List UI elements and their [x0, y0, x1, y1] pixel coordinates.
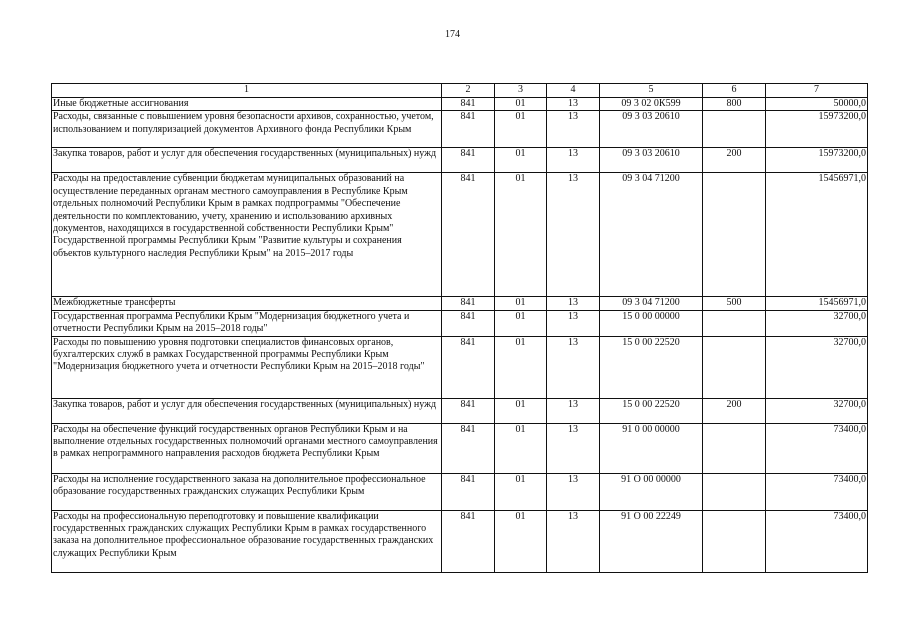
row-target-article: 09 3 03 20610	[600, 148, 703, 173]
row-section-code: 01	[495, 336, 547, 398]
row-expense-type: 200	[703, 148, 766, 173]
table-row	[52, 310, 868, 336]
row-target-article: 15 0 00 22520	[600, 398, 703, 423]
row-description: Расходы по повышению уровня подготовки специалистов финансовых органов, бухгалтерских служб в рамках Государственной программы Республики Крым "Модернизация бюджетного учета и отчетности Республики Крым на 2015–2018 годы"	[52, 336, 442, 398]
budget-table	[51, 83, 868, 573]
row-section-code: 01	[495, 473, 547, 510]
row-description: Расходы на обеспечение функций государственных органов Республики Крым и на выполнение отдельных государственных полномочий органами местного самоуправления в рамках непрограммного направления расходов бюджета Республики Крым	[52, 423, 442, 473]
row-amount: 15456971,0	[766, 297, 868, 310]
row-target-article: 09 3 02 0К599	[600, 98, 703, 111]
row-target-article: 15 0 00 00000	[600, 310, 703, 336]
row-section-code: 01	[495, 297, 547, 310]
table-header-row	[52, 84, 868, 98]
row-section-code: 01	[495, 310, 547, 336]
row-description: Закупка товаров, работ и услуг для обеспечения государственных (муниципальных) нужд	[52, 398, 442, 423]
header-col-3: 3	[495, 84, 547, 98]
row-target-article: 91 0 00 00000	[600, 423, 703, 473]
row-amount: 32700,0	[766, 398, 868, 423]
table-row	[52, 473, 868, 510]
row-expense-type	[703, 336, 766, 398]
row-expense-type: 200	[703, 398, 766, 423]
row-expense-type	[703, 111, 766, 148]
row-subsection-code: 13	[547, 148, 600, 173]
row-amount: 50000,0	[766, 98, 868, 111]
row-description: Государственная программа Республики Крым "Модернизация бюджетного учета и отчетности Республики Крым на 2015–2018 годы"	[52, 310, 442, 336]
row-ministry-code: 841	[442, 398, 495, 423]
row-ministry-code: 841	[442, 473, 495, 510]
row-expense-type	[703, 473, 766, 510]
row-subsection-code: 13	[547, 173, 600, 297]
table-row	[52, 423, 868, 473]
row-ministry-code: 841	[442, 111, 495, 148]
row-section-code: 01	[495, 148, 547, 173]
row-amount: 73400,0	[766, 473, 868, 510]
row-section-code: 01	[495, 173, 547, 297]
row-ministry-code: 841	[442, 336, 495, 398]
table-body	[52, 98, 868, 573]
row-amount: 15456971,0	[766, 173, 868, 297]
header-col-2: 2	[442, 84, 495, 98]
row-subsection-code: 13	[547, 510, 600, 572]
table-row	[52, 98, 868, 111]
row-description: Расходы на предоставление субвенции бюджетам муниципальных образований на осуществление переданных органам местного самоуправления в Республике Крым отдельных полномочий Республики Крым в рамках подпрограммы "Обеспечение деятельности по комплектованию, учету, хранению и использованию архивных документов, находящихся в государственной собственности Республики Крым" Государственной программы Республики Крым "Развитие культуры и сохранения объектов культурного наследия Республики Крым" на 2015–2017 годы	[52, 173, 442, 297]
row-ministry-code: 841	[442, 173, 495, 297]
row-subsection-code: 13	[547, 98, 600, 111]
row-description: Расходы на исполнение государственного заказа на дополнительное профессиональное образование государственных гражданских служащих Республики Крым	[52, 473, 442, 510]
row-expense-type: 500	[703, 297, 766, 310]
table-row	[52, 173, 868, 297]
row-subsection-code: 13	[547, 336, 600, 398]
row-expense-type: 800	[703, 98, 766, 111]
row-amount: 73400,0	[766, 423, 868, 473]
row-ministry-code: 841	[442, 310, 495, 336]
table-row	[52, 336, 868, 398]
row-subsection-code: 13	[547, 297, 600, 310]
row-target-article: 09 3 03 20610	[600, 111, 703, 148]
header-col-5: 5	[600, 84, 703, 98]
page-number: 174	[445, 29, 460, 40]
row-expense-type	[703, 510, 766, 572]
row-amount: 32700,0	[766, 336, 868, 398]
row-description: Закупка товаров, работ и услуг для обеспечения государственных (муниципальных) нужд	[52, 148, 442, 173]
row-amount: 73400,0	[766, 510, 868, 572]
row-section-code: 01	[495, 398, 547, 423]
row-ministry-code: 841	[442, 148, 495, 173]
header-col-7: 7	[766, 84, 868, 98]
row-expense-type	[703, 173, 766, 297]
row-subsection-code: 13	[547, 398, 600, 423]
row-description: Расходы, связанные с повышением уровня безопасности архивов, сохранностью, учетом, использованием и популяризацией документов Архивного фонда Республики Крым	[52, 111, 442, 148]
row-expense-type	[703, 310, 766, 336]
row-subsection-code: 13	[547, 310, 600, 336]
row-target-article: 09 3 04 71200	[600, 297, 703, 310]
row-section-code: 01	[495, 111, 547, 148]
table-row	[52, 111, 868, 148]
header-col-1: 1	[52, 84, 442, 98]
row-target-article: 15 0 00 22520	[600, 336, 703, 398]
row-ministry-code: 841	[442, 297, 495, 310]
row-amount: 15973200,0	[766, 148, 868, 173]
row-description: Межбюджетные трансферты	[52, 297, 442, 310]
row-target-article: 91 О 00 00000	[600, 473, 703, 510]
header-col-4: 4	[547, 84, 600, 98]
row-amount: 15973200,0	[766, 111, 868, 148]
table-row	[52, 297, 868, 310]
row-description: Иные бюджетные ассигнования	[52, 98, 442, 111]
row-section-code: 01	[495, 98, 547, 111]
row-subsection-code: 13	[547, 111, 600, 148]
row-expense-type	[703, 423, 766, 473]
row-ministry-code: 841	[442, 98, 495, 111]
row-target-article: 91 О 00 22249	[600, 510, 703, 572]
row-section-code: 01	[495, 423, 547, 473]
table-row	[52, 510, 868, 572]
row-ministry-code: 841	[442, 423, 495, 473]
row-subsection-code: 13	[547, 423, 600, 473]
row-subsection-code: 13	[547, 473, 600, 510]
table-row	[52, 148, 868, 173]
row-target-article: 09 3 04 71200	[600, 173, 703, 297]
header-col-6: 6	[703, 84, 766, 98]
table-row	[52, 398, 868, 423]
row-amount: 32700,0	[766, 310, 868, 336]
row-ministry-code: 841	[442, 510, 495, 572]
row-description: Расходы на профессиональную переподготовку и повышение квалификации государственных гражданских служащих Республики Крым в рамках государственного заказа на дополнительное профессиональное образование государственных гражданских служащих Республики Крым	[52, 510, 442, 572]
row-section-code: 01	[495, 510, 547, 572]
